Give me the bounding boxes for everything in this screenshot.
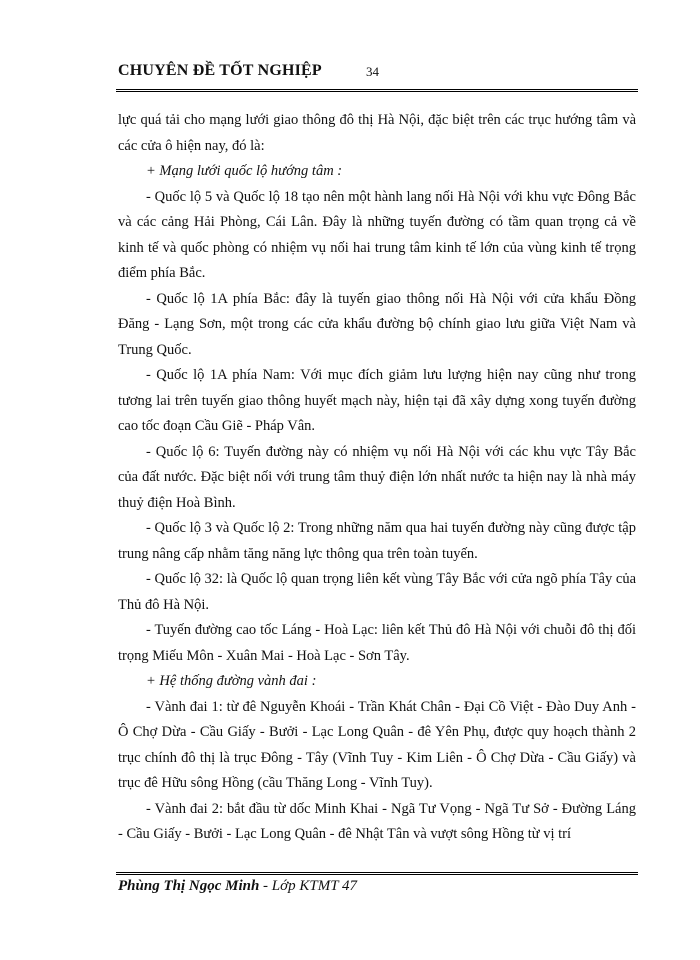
page-number: 34 xyxy=(366,64,379,79)
paragraph-highway-5-18: - Quốc lộ 5 và Quốc lộ 18 tạo nên một hành lang nối Hà Nội với khu vực Đông Bắc và các cảng Hải Phòng, Cái Lân. Đây là những tuyến đường có tầm quan trọng cả về kinh tế và quốc phòng có nhiệm vụ nối hai trung tâm kinh tế lớn của vùng kinh tế trọng điểm phía Bắc. xyxy=(118,188,636,281)
paragraph-highway-3-2: - Quốc lộ 3 và Quốc lộ 2: Trong những năm qua hai tuyến đường này cũng được tập trung nâng cấp nhằm tăng năng lực thông qua trên toàn tuyến. xyxy=(118,520,636,562)
page-footer xyxy=(118,878,357,895)
paragraph-intro: lực quá tải cho mạng lưới giao thông đô thị Hà Nội, đặc biệt trên các trục hướng tâm và các cửa ô hiện nay, đó là: xyxy=(118,112,636,154)
paragraph-highway-1a-north: - Quốc lộ 1A phía Bắc: đây là tuyến giao thông nối Hà Nội với cửa khẩu Đồng Đăng - Lạng Sơn, một trong các cửa khẩu đường bộ chính giao lưu giữa Việt Nam và Trung Quốc. xyxy=(118,290,636,358)
page-header xyxy=(118,62,636,88)
section-heading-radial-highways: + Mạng lưới quốc lộ hướng tâm : xyxy=(146,163,343,179)
header-divider xyxy=(116,89,638,92)
paragraph-ring-road-1: - Vành đai 1: từ đê Nguyễn Khoái - Trần Khát Chân - Đại Cồ Việt - Đào Duy Anh - Ô Chợ Dừa - Cầu Giấy - Bưởi - Lạc Long Quân - đê Yên Phụ, được quy hoạch thành 2 trục chính đô thị là trục Đông - Tây (Vĩnh Tuy - Kim Liên - Ô Chợ Dừa - Cầu Giấy) và trục đê Hữu sông Hồng (cầu Thăng Long - Vĩnh Tuy). xyxy=(118,698,636,791)
footer-separator: - xyxy=(259,878,272,894)
paragraph-highway-32: - Quốc lộ 32: là Quốc lộ quan trọng liên kết vùng Tây Bắc với cửa ngõ phía Tây của Thủ đô Hà Nội. xyxy=(118,571,636,613)
paragraph-lang-hoa-lac: - Tuyến đường cao tốc Láng - Hoà Lạc: liên kết Thủ đô Hà Nội với chuỗi đô thị đối trọng Miếu Môn - Xuân Mai - Hoà Lạc - Sơn Tây. xyxy=(118,622,636,664)
body-text xyxy=(118,108,636,848)
footer-class-label: Lớp KTMT 47 xyxy=(271,878,358,894)
paragraph-ring-road-2: - Vành đai 2: bắt đầu từ dốc Minh Khai - Ngã Tư Vọng - Ngã Tư Sở - Đường Láng - Cầu Giấy - Bưởi - Lạc Long Quân - đê Nhật Tân và vượt sông Hồng từ vị trí xyxy=(118,800,636,842)
header-title: CHUYÊN ĐỀ TỐT NGHIỆP xyxy=(118,62,322,79)
footer-author: Phùng Thị Ngọc Minh xyxy=(118,878,260,894)
paragraph-highway-1a-south: - Quốc lộ 1A phía Nam: Với mục đích giảm lưu lượng hiện nay cũng như trong tương lai trên tuyến giao thông huyết mạch này, hiện tại đã xây dựng xong tuyến đường cao tốc đoạn Cầu Giẽ - Pháp Vân. xyxy=(118,367,636,434)
section-heading-ring-roads: + Hệ thống đường vành đai : xyxy=(146,673,317,689)
paragraph-highway-6: - Quốc lộ 6: Tuyến đường này có nhiệm vụ nối Hà Nội với các khu vực Tây Bắc của đất nước. Đặc biệt nối với trung tâm thuỷ điện lớn nhất nước ta hiện nay là nhà máy thuỷ điện Hoà Bình. xyxy=(118,443,636,511)
footer-divider xyxy=(116,872,638,875)
